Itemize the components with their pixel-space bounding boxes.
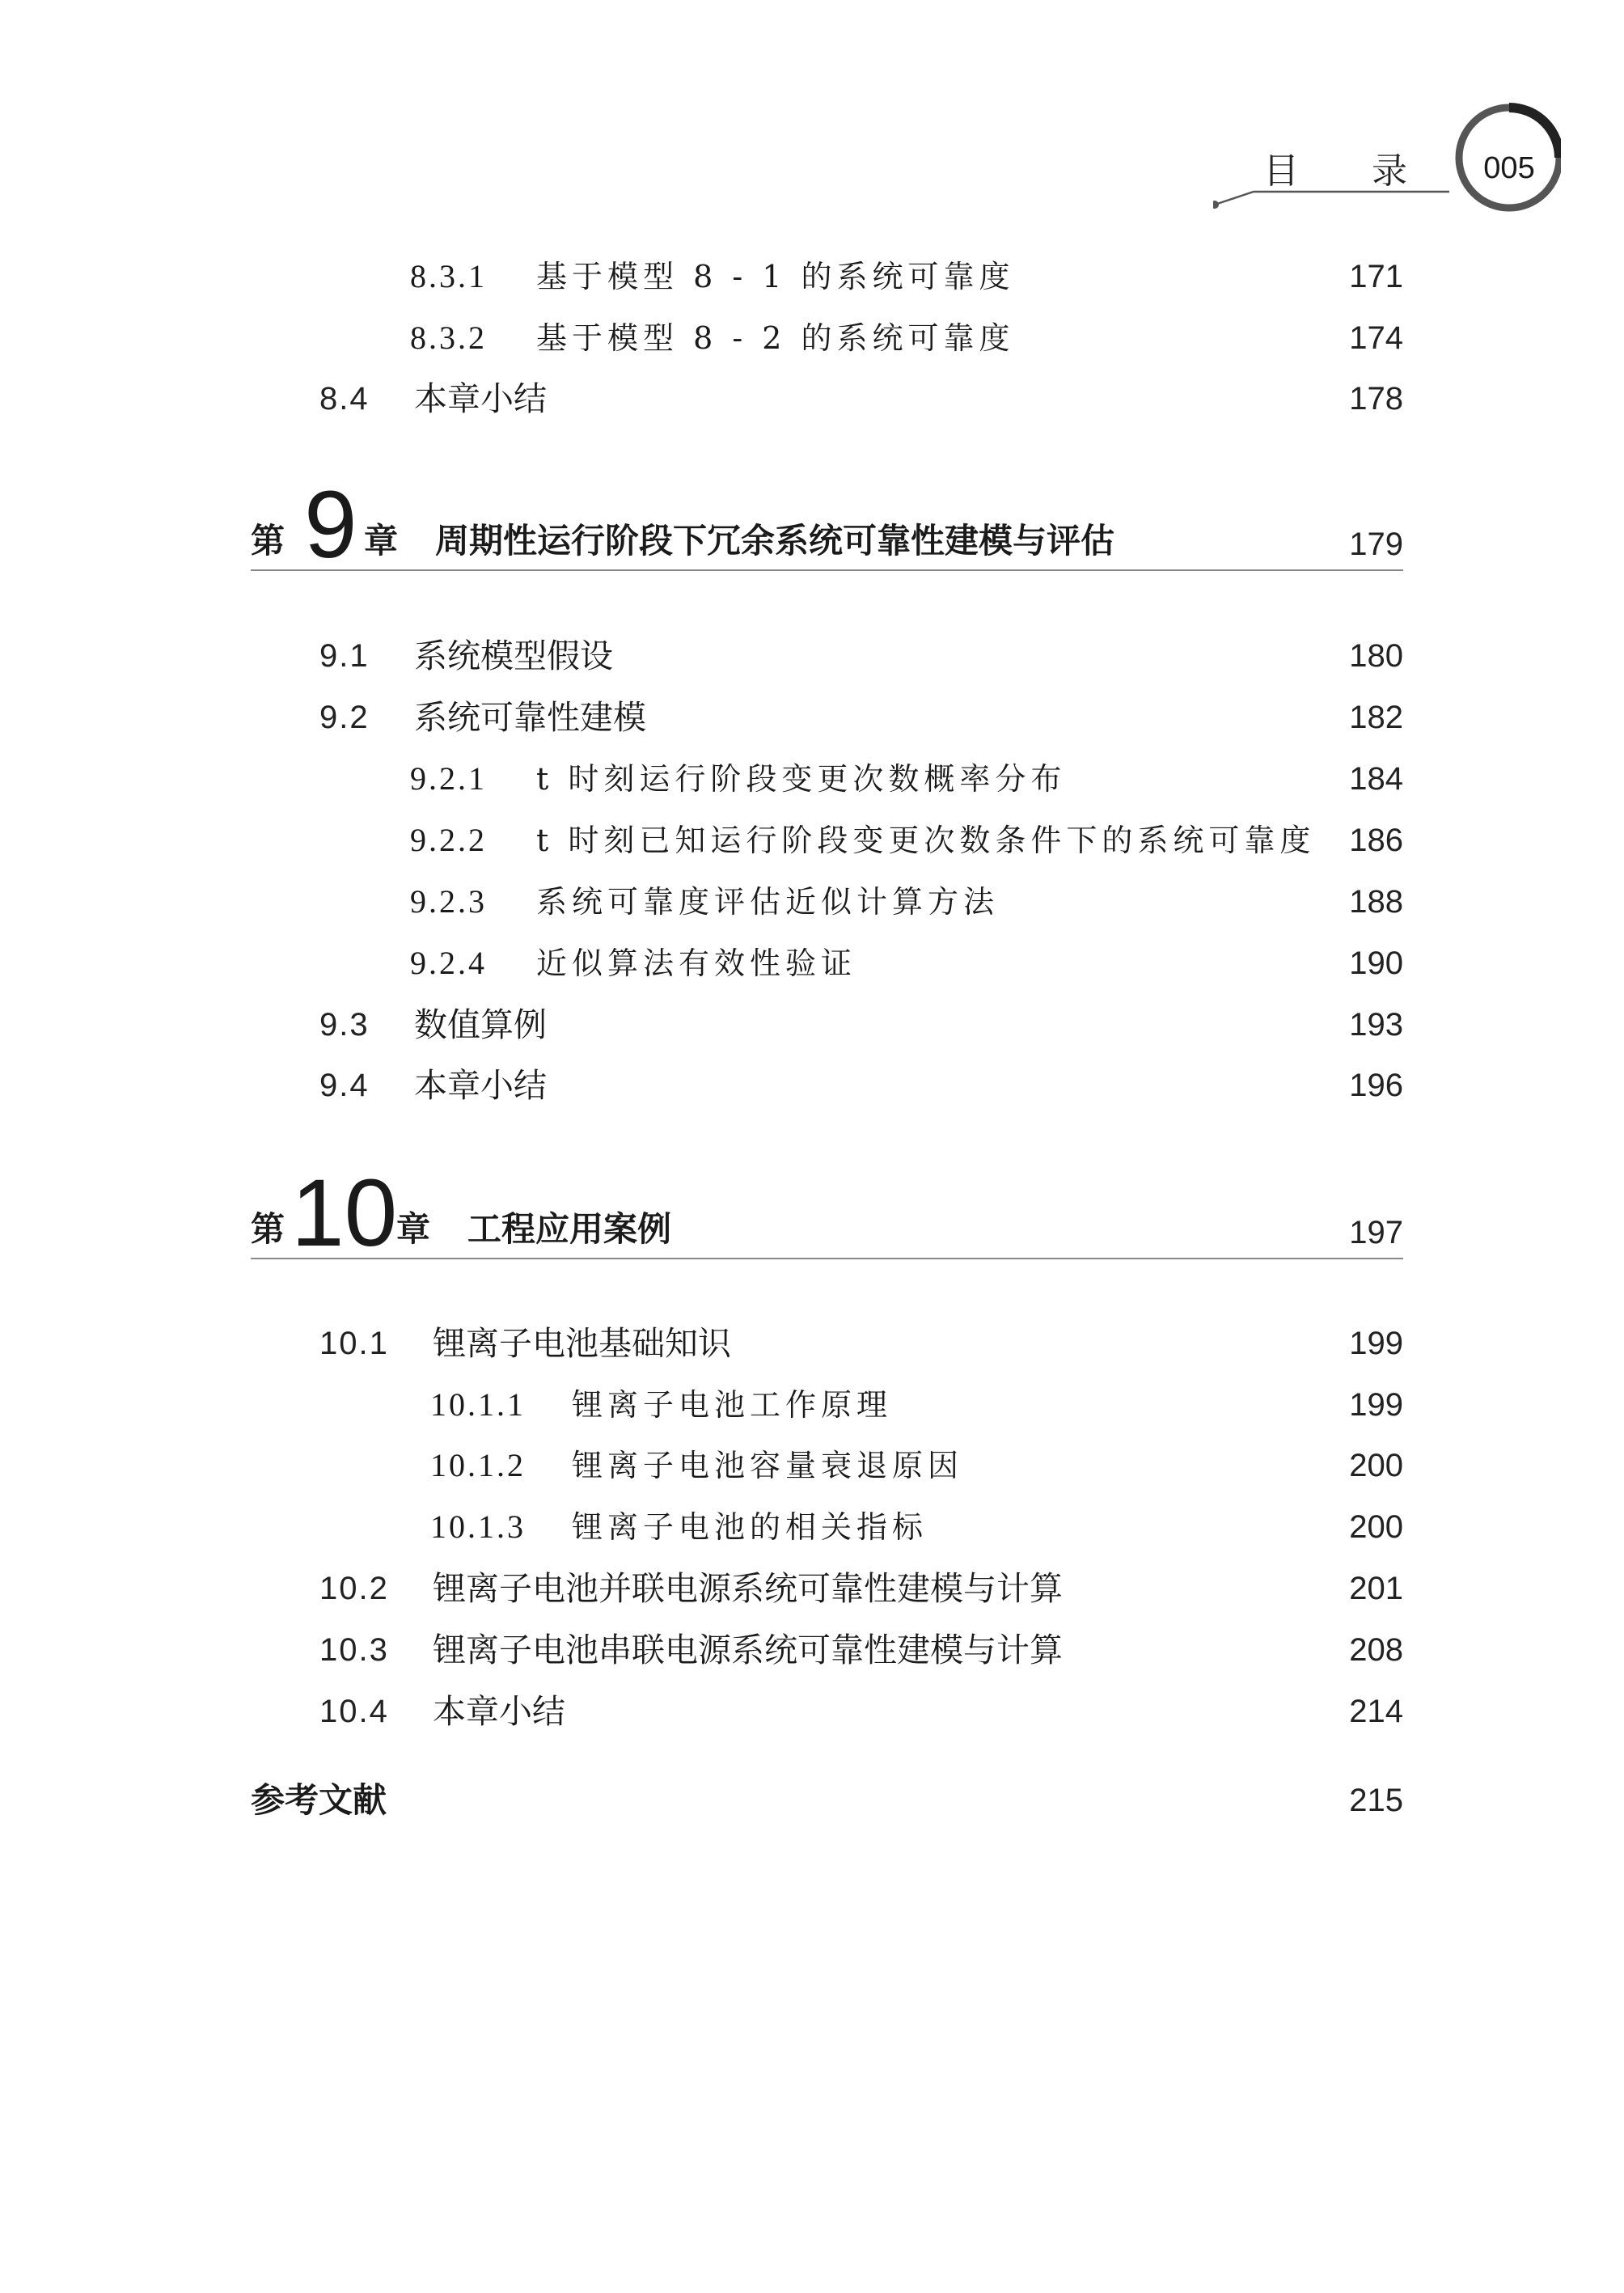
toc-entry-title: 数值算例 bbox=[414, 1005, 547, 1044]
toc-entry-page: 200 bbox=[1349, 1509, 1403, 1545]
chapter-page: 197 bbox=[1349, 1215, 1403, 1250]
toc-entry-title: 系统可靠性建模 bbox=[414, 698, 646, 737]
page-header bbox=[1213, 101, 1561, 222]
toc-entry-page: 200 bbox=[1349, 1448, 1403, 1483]
toc-entry-title: t 时刻已知运行阶段变更次数条件下的系统可靠度 bbox=[536, 823, 1316, 858]
header-title: 目录 bbox=[1263, 150, 1480, 192]
toc-entry-number: 9.3 bbox=[319, 1007, 370, 1043]
toc-entry-page: 193 bbox=[1349, 1007, 1403, 1043]
toc-entry-number: 9.2.4 bbox=[410, 945, 487, 981]
references-title: 参考文献 bbox=[251, 1780, 387, 1820]
chapter-title: 工程应用案例 bbox=[467, 1209, 672, 1249]
toc-entry-page: 208 bbox=[1349, 1632, 1403, 1668]
toc-entry-8-3-2[interactable] bbox=[0, 314, 1624, 362]
toc-entry-10-3[interactable] bbox=[0, 1626, 1624, 1674]
toc-entry-page: 171 bbox=[1349, 259, 1403, 294]
toc-entry-title: 系统模型假设 bbox=[414, 637, 613, 675]
chapter-9-heading[interactable] bbox=[251, 472, 1403, 578]
toc-entry-page: 201 bbox=[1349, 1571, 1403, 1606]
toc-entry-number: 9.4 bbox=[319, 1068, 370, 1103]
toc-entry-number: 10.4 bbox=[319, 1694, 389, 1729]
toc-entry-references[interactable] bbox=[251, 1776, 1403, 1825]
chapter-10-heading[interactable] bbox=[251, 1160, 1403, 1267]
chapter-page: 179 bbox=[1349, 527, 1403, 562]
toc-entry-number: 9.1 bbox=[319, 638, 370, 674]
chapter-suffix: 章 bbox=[364, 521, 399, 561]
toc-entry-page: 178 bbox=[1349, 381, 1403, 417]
toc-entry-9-2[interactable] bbox=[0, 693, 1624, 742]
toc-entry-title: 锂离子电池并联电源系统可靠性建模与计算 bbox=[433, 1569, 1063, 1608]
toc-entry-number: 10.1.3 bbox=[430, 1508, 526, 1545]
toc-entry-page: 186 bbox=[1349, 823, 1403, 858]
toc-entry-number: 9.2.1 bbox=[410, 760, 487, 797]
toc-entry-9-4[interactable] bbox=[0, 1061, 1624, 1110]
toc-entry-number: 10.3 bbox=[319, 1632, 389, 1668]
toc-entry-10-1-1[interactable] bbox=[0, 1381, 1624, 1429]
toc-entry-title: 锂离子电池串联电源系统可靠性建模与计算 bbox=[433, 1631, 1063, 1669]
toc-entry-9-1[interactable] bbox=[0, 632, 1624, 680]
page-number: 005 bbox=[1483, 151, 1535, 185]
toc-entry-page: 214 bbox=[1349, 1694, 1403, 1729]
toc-entry-number: 9.2.2 bbox=[410, 822, 487, 858]
toc-entry-10-4[interactable] bbox=[0, 1687, 1624, 1736]
toc-entry-page: 199 bbox=[1349, 1326, 1403, 1361]
toc-entry-9-2-2[interactable] bbox=[0, 816, 1624, 865]
toc-entry-10-1[interactable] bbox=[0, 1319, 1624, 1368]
toc-entry-title: 基于模型 8 - 1 的系统可靠度 bbox=[536, 259, 1015, 294]
toc-entry-9-2-3[interactable] bbox=[0, 878, 1624, 926]
toc-entry-page: 196 bbox=[1349, 1068, 1403, 1103]
toc-entry-title: 锂离子电池容量衰退原因 bbox=[572, 1448, 964, 1483]
toc-entry-page: 188 bbox=[1349, 884, 1403, 920]
toc-entry-number: 10.1.1 bbox=[430, 1386, 526, 1423]
toc-entry-number: 9.2 bbox=[319, 700, 370, 735]
chapter-number: 10 bbox=[291, 1160, 398, 1267]
toc-entry-title: 锂离子电池的相关指标 bbox=[572, 1509, 928, 1545]
toc-entry-page: 184 bbox=[1349, 761, 1403, 797]
toc-entry-title: t 时刻运行阶段变更次数概率分布 bbox=[536, 761, 1067, 797]
chapter-prefix: 第 bbox=[251, 1209, 285, 1249]
toc-entry-page: 199 bbox=[1349, 1387, 1403, 1423]
toc-entry-10-2[interactable] bbox=[0, 1564, 1624, 1613]
toc-entry-10-1-3[interactable] bbox=[0, 1503, 1624, 1551]
toc-entry-title: 锂离子电池工作原理 bbox=[572, 1387, 893, 1423]
toc-entry-number: 8.4 bbox=[319, 381, 370, 417]
toc-entry-number: 10.1 bbox=[319, 1326, 389, 1361]
toc-entry-title: 本章小结 bbox=[433, 1692, 565, 1731]
chapter-suffix: 章 bbox=[396, 1209, 431, 1249]
toc-entry-title: 本章小结 bbox=[414, 1066, 547, 1105]
chapter-prefix: 第 bbox=[251, 521, 285, 561]
toc-entry-title: 本章小结 bbox=[414, 379, 547, 418]
toc-entry-9-2-1[interactable] bbox=[0, 755, 1624, 803]
toc-entry-page: 190 bbox=[1349, 946, 1403, 981]
toc-entry-8-4[interactable] bbox=[0, 374, 1624, 423]
toc-entry-title: 锂离子电池基础知识 bbox=[433, 1324, 731, 1363]
toc-entry-page: 182 bbox=[1349, 700, 1403, 735]
toc-entry-number: 8.3.1 bbox=[410, 258, 487, 294]
toc-entry-number: 10.1.2 bbox=[430, 1447, 526, 1483]
toc-entry-number: 8.3.2 bbox=[410, 319, 487, 356]
chapter-number: 9 bbox=[304, 472, 357, 578]
toc-entry-title: 近似算法有效性验证 bbox=[536, 946, 857, 981]
toc-entry-9-2-4[interactable] bbox=[0, 939, 1624, 988]
toc-entry-number: 9.2.3 bbox=[410, 883, 487, 920]
toc-entry-10-1-2[interactable] bbox=[0, 1441, 1624, 1490]
toc-entry-page: 180 bbox=[1349, 638, 1403, 674]
toc-entry-number: 10.2 bbox=[319, 1571, 389, 1606]
references-page: 215 bbox=[1349, 1783, 1403, 1818]
toc-entry-title: 基于模型 8 - 2 的系统可靠度 bbox=[536, 320, 1015, 356]
chapter-title: 周期性运行阶段下冗余系统可靠性建模与评估 bbox=[435, 521, 1115, 561]
toc-entry-page: 174 bbox=[1349, 320, 1403, 356]
toc-entry-8-3-1[interactable] bbox=[0, 252, 1624, 301]
toc-entry-9-3[interactable] bbox=[0, 1001, 1624, 1049]
toc-entry-title: 系统可靠度评估近似计算方法 bbox=[536, 884, 1000, 920]
